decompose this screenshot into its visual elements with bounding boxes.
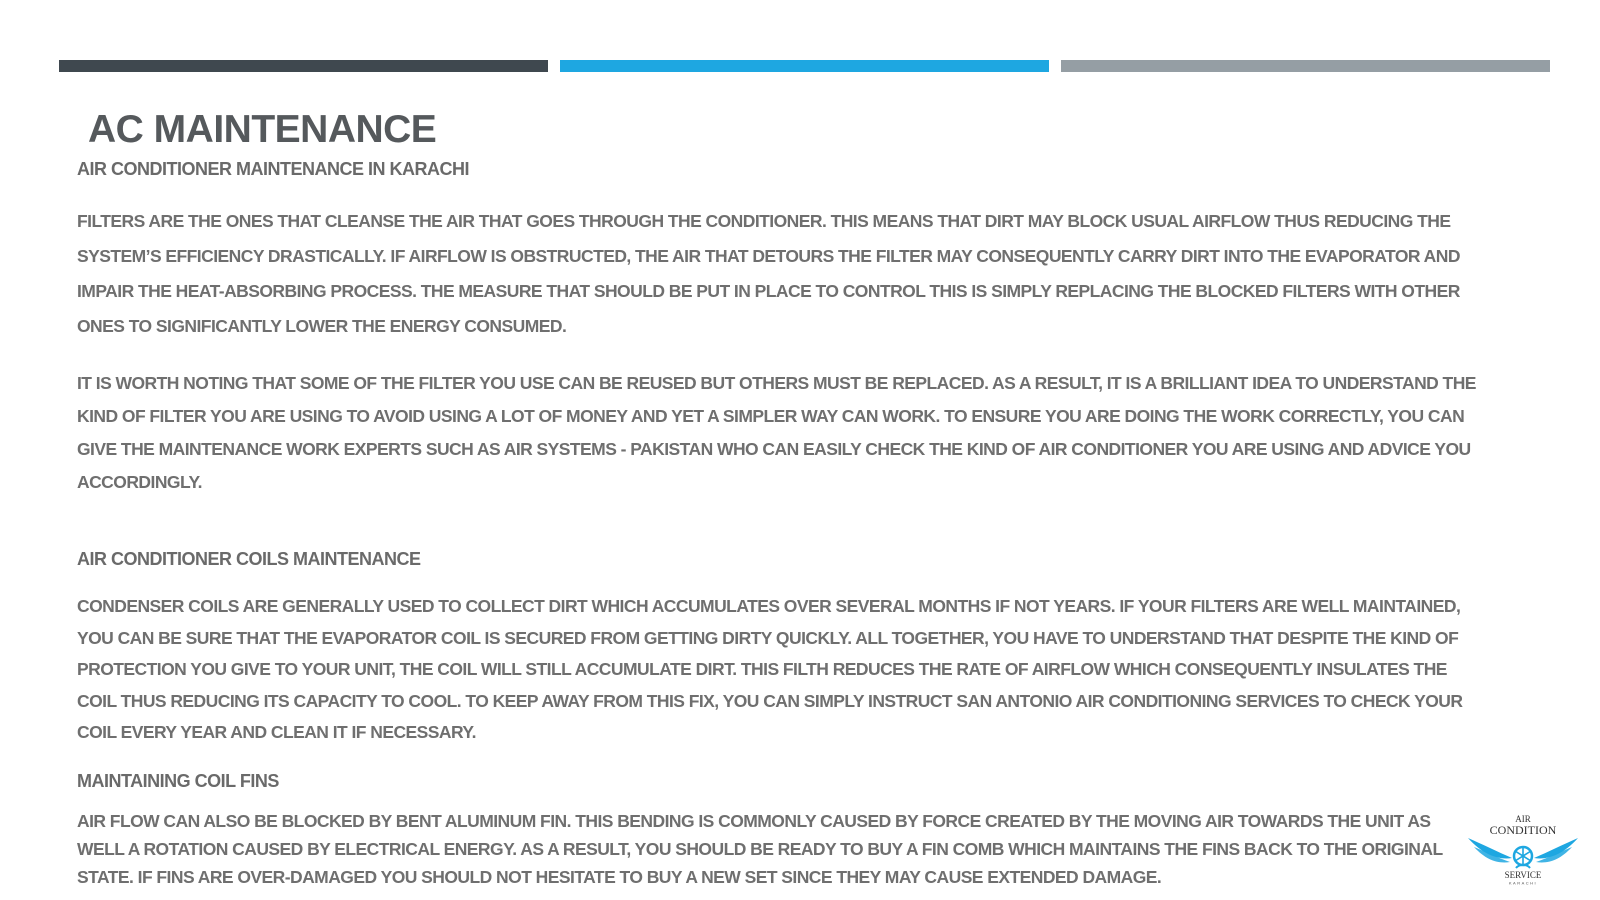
accent-bar-dark [59,60,548,72]
paragraph-condenser-coils: CONDENSER COILS ARE GENERALLY USED TO COLLECT DIRT WHICH ACCUMULATES OVER SEVERAL MONTHS IF NOT YEARS. IF YOUR FILTERS ARE WELL MAINTAINED, YOU CAN BE SURE THAT THE EVAPORATOR COIL IS SECURED FROM GETTING DIRTY QUICKLY. ALL TOGETHER, YOU HAVE TO UNDERSTAND THAT DESPITE THE KIND OF PROTECTION YOU GIVE TO YOUR UNIT, THE COIL WILL STILL ACCUMULATE DIRT. THIS FILTH REDUCES THE RATE OF AIRFLOW WHICH CONSEQUENTLY INSULATES THE COIL THUS REDUCING ITS CAPACITY TO COOL. TO KEEP AWAY FROM THIS FIX, YOU CAN SIMPLY INSTRUCT SAN ANTONIO AIR CONDITIONING SERVICES TO CHECK YOUR COIL EVERY YEAR AND CLEAN IT IF NECESSARY. [77,596,1463,742]
paragraph-filter-reuse: IT IS WORTH NOTING THAT SOME OF THE FILTER YOU USE CAN BE REUSED BUT OTHERS MUST BE REPLACED. AS A RESULT, IT IS A BRILLIANT IDEA TO UNDERSTAND THE KIND OF FILTER YOU ARE USING TO AVOID USING A LOT OF MONEY AND YET A SIMPLER WAY CAN WORK. TO ENSURE YOU ARE DOING THE WORK CORRECTLY, YOU CAN GIVE THE MAINTENANCE WORK EXPERTS SUCH AS AIR SYSTEMS - PAKISTAN WHO CAN EASILY CHECK THE KIND OF AIR CONDITIONER YOU ARE USING AND ADVICE YOU ACCORDINGLY. [77,373,1476,492]
header-accent-bars [59,60,1550,72]
paragraph-filters: FILTERS ARE THE ONES THAT CLEANSE THE AIR THAT GOES THROUGH THE CONDITIONER. THIS MEANS THAT DIRT MAY BLOCK USUAL AIRFLOW THUS REDUCING THE SYSTEM’S EFFICIENCY DRASTICALLY. IF AIRFLOW IS OBSTRUCTED, THE AIR THAT DETOURS THE FILTER MAY CONSEQUENTLY CARRY DIRT INTO THE EVAPORATOR AND IMPAIR THE HEAT-ABSORBING PROCESS. THE MEASURE THAT SHOULD BE PUT IN PLACE TO CONTROL THIS IS SIMPLY REPLACING THE BLOCKED FILTERS WITH OTHER ONES TO SIGNIFICANTLY LOWER THE ENERGY CONSUMED. [77,211,1460,336]
section-heading-coil-fins: MAINTAINING COIL FINS [77,771,279,791]
logo-text-karachi: KARACHI [1508,880,1538,886]
company-logo [1464,814,1582,886]
page-title: AC MAINTENANCE [88,108,437,151]
logo-text-condition: CONDITION [1489,823,1557,837]
logo-text-air: AIR [1515,814,1531,824]
section-heading-coils: AIR CONDITIONER COILS MAINTENANCE [77,549,421,569]
section-heading-maintenance-karachi: AIR CONDITIONER MAINTENANCE IN KARACHI [77,159,469,179]
winged-snowflake-emblem-icon [1468,838,1578,868]
accent-bar-gray [1061,60,1550,72]
logo-text-service: SERVICE [1504,870,1542,880]
accent-bar-blue [560,60,1049,72]
paragraph-coil-fins: AIR FLOW CAN ALSO BE BLOCKED BY BENT ALUMINUM FIN. THIS BENDING IS COMMONLY CAUSED BY FORCE CREATED BY THE MOVING AIR TOWARDS THE UNIT AS WELL A ROTATION CAUSED BY ELECTRICAL ENERGY. AS A RESULT, YOU SHOULD BE READY TO BUY A FIN COMB WHICH MAINTAINS THE FINS BACK TO THE ORIGINAL STATE. IF FINS ARE OVER-DAMAGED YOU SHOULD NOT HESITATE TO BUY A NEW SET SINCE THEY MAY CAUSE EXTENDED DAMAGE. [77,811,1443,887]
